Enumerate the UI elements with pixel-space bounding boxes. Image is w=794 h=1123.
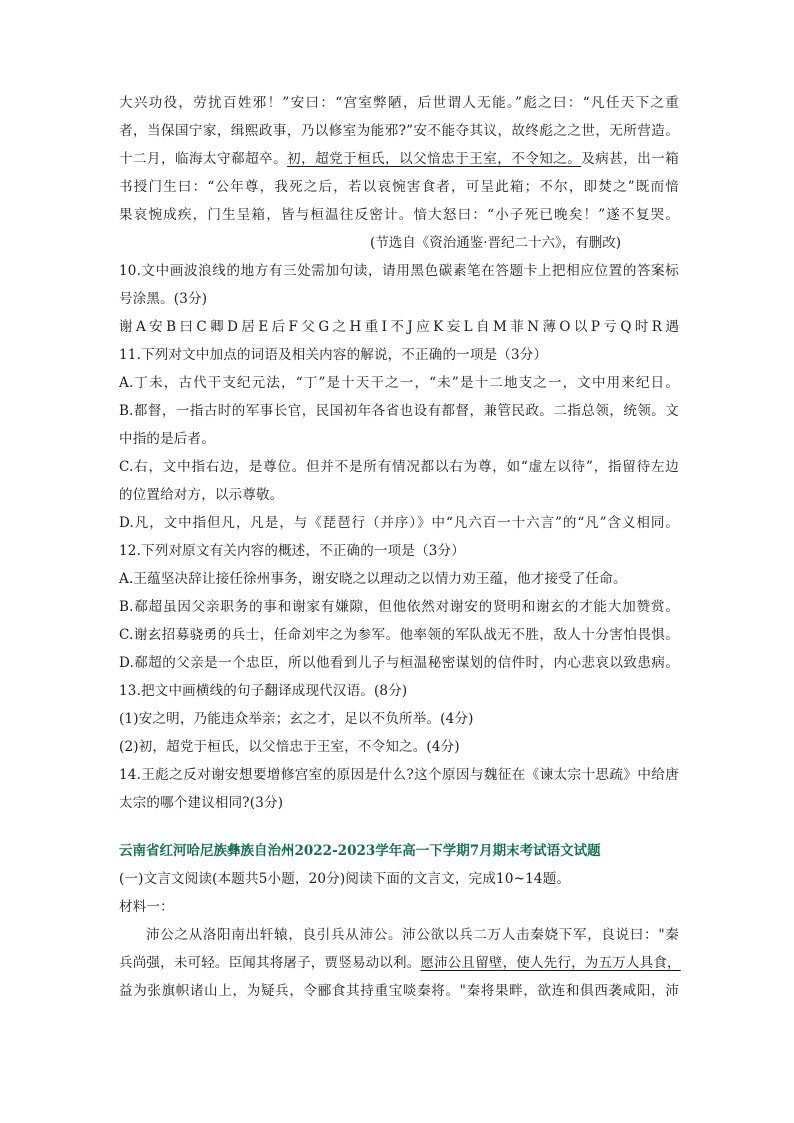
question-11-option-c-line-1: C.右，文中指右边，是尊位。但并不是所有情况都以右为尊，如“虚左以待”，指留待左边 [119,459,679,475]
passage-line-2: 者，当保国宁家，缉熙政事，乃以修室为能邪?”安不能夺其议，故终彪之之世，无所营造。 [119,123,679,139]
passage-line-1: 大兴功役，劳扰百姓邪！”安曰：“宫室弊陋，后世谓人无能。”彪之曰：“凡任天下之重 [119,95,679,111]
material-label: 材料一： [119,899,174,915]
question-12-stem: 12.下列对原文有关内容的概述，不正确的一项是（3分） [119,543,465,559]
question-10-options: 谢A安B曰C卿D居E后F父G之H重I不J应K妄L自M菲N薄O以P亏Q时R遇 [119,319,679,335]
passage-line-4: 书授门生曰：“公年尊，我死之后，若以哀惋害食者，可呈此箱；不尔，即焚之”既而愔 [119,179,679,195]
question-13-item-2: (2)初，超党于桓氏，以父愔忠于王室，不令知之。(4分) [119,739,460,755]
passage-underline-1: 初，超党于桓氏，以父愔忠于王室，不令知之。 [287,151,582,167]
material-line-2: 兵尚强，未可轻。臣闻其将屠子，贾竖易动以利。愿沛公且留壁，使人先行，为五万人具食， [119,955,681,971]
question-12-option-a: A.王蕴坚决辞让接任徐州事务，谢安晓之以理动之以情力劝王蕴，他才接受了任命。 [119,571,627,587]
question-14-line-2: 太宗的哪个建议相同?(3分) [119,795,284,811]
question-12-option-d: D.郗超的父亲是一个忠臣，所以他看到儿子与桓温秘密谋划的信件时，内心悲哀以致患病。 [119,655,679,671]
exam-instructions: (一)文言文阅读(本题共5小题，20分)阅读下面的文言文，完成10~14题。 [119,871,571,887]
question-10-line-1: 10.文中画波浪线的地方有三处需加句读，请用黑色碳素笔在答题卡上把相应位置的答案标 [119,263,679,279]
passage-line-3: 十二月，临海太守郗超卒。初，超党于桓氏，以父愔忠于王室，不令知之。及病甚，出一箱 [119,151,679,167]
question-14-line-1: 14.王彪之反对谢安想要增修宫室的原因是什么?这个原因与魏征在《谏太宗十思疏》中给唐 [119,767,679,783]
question-11-stem: 11.下列对文中加点的词语及相关内容的解说，不正确的一项是（3分） [119,347,548,363]
question-11-option-c-line-2: 的位置给对方，以示尊敬。 [119,487,284,503]
question-11-option-d: D.凡，文中指但凡，凡是，与《琵琶行（并序）》中“凡六百一十六言”的“凡”含义相同。 [119,515,679,531]
material-underline-1: 愿沛公且留壁，使人先行，为五万人具食， [420,955,681,971]
material-line-1: 沛公之从洛阳南出轩辕，良引兵从沛公。沛公欲以兵二万人击秦娆下军，良说曰："秦 [146,927,679,943]
exam-heading: 云南省红河哈尼族彝族自治州2022-2023学年高一下学期7月期末考试语文试题 [119,843,601,859]
question-13-item-1: (1)安之明，乃能违众举亲；玄之才，足以不负所举。(4分) [119,711,474,727]
question-12-option-b: B.郗超虽因父亲职务的事和谢家有嫌隙，但他依然对谢安的贤明和谢玄的才能大加赞赏。 [119,599,679,615]
question-11-option-b-line-1: B.都督，一指古时的军事长官，民国初年各省也设有都督，兼管民政。二指总领，统领。文 [119,403,679,419]
passage-source: (节选自《资治通鉴·晋纪二十六》，有删改) [370,235,622,251]
question-12-option-c: C.谢玄招募骁勇的兵士，任命刘牢之为参军。他率领的军队战无不胜，敌人十分害怕畏惧。 [119,627,679,643]
question-10-line-2: 号涂黑。(3分) [119,291,208,307]
material-line-3: 益为张旗帜诸山上，为疑兵，令郦食其持重宝啖秦将。"秦将果畔，欲连和俱西袭咸阳，沛 [119,983,679,999]
passage-line-5: 果哀惋成疾，门生呈箱，皆与桓温往反密计。愔大怒曰：“小子死已晚矣！”遂不复哭。 [119,207,679,223]
question-11-option-a: A.丁未，古代干支纪元法，“丁”是十天干之一，“未”是十二地支之一，文中用来纪日。 [119,375,679,391]
question-11-option-b-line-2: 中指的是后者。 [119,431,215,447]
question-13-stem: 13.把文中画横线的句子翻译成现代汉语。(8分) [119,683,408,699]
